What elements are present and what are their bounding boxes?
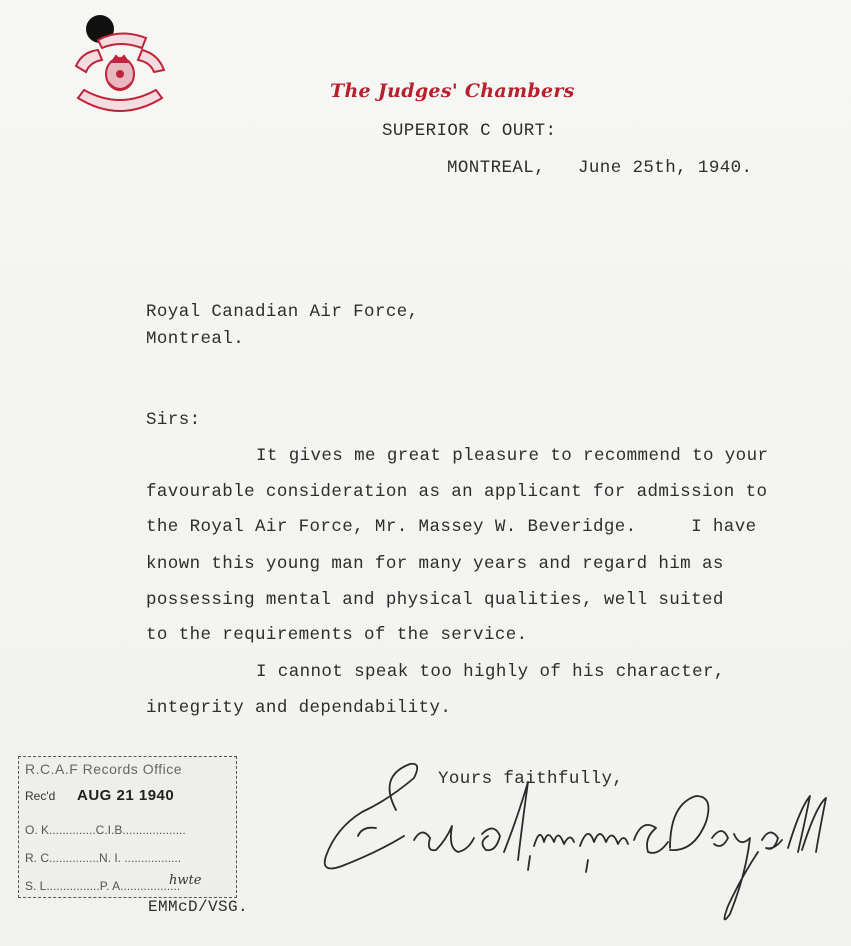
typist-initials: EMMcD/VSG. (148, 898, 249, 916)
body-line: favourable consideration as an applicant for admission to (146, 482, 768, 502)
letterhead-court: SUPERIOR C OURT: (382, 121, 557, 141)
stamp-received-date: AUG 21 1940 (77, 787, 175, 804)
recipient-line-2: Montreal. (146, 329, 245, 349)
recipient-line-1: Royal Canadian Air Force, (146, 302, 419, 322)
body-line: possessing mental and physical qualities, well suited (146, 590, 724, 610)
body-line: the Royal Air Force, Mr. Massey W. Beveridge. I have (146, 517, 757, 537)
stamp-title: R.C.A.F Records Office (25, 761, 183, 777)
closing: Yours faithfully, (438, 769, 624, 789)
body-line: known this young man for many years and regard him as (146, 554, 724, 574)
body-line: integrity and dependability. (146, 698, 452, 718)
letter-date: June 25th, 1940. (578, 158, 753, 178)
letterhead-chambers: The Judges' Chambers (330, 80, 575, 102)
stamp-line: O. K..............C.I.B................... (25, 823, 186, 837)
letterhead-city: MONTREAL, (447, 158, 546, 178)
stamp-handwritten-initials: hwte (169, 873, 202, 888)
body-line: It gives me great pleasure to recommend to your (256, 446, 769, 466)
stamp-line: S. L................P. A.................. (25, 879, 181, 893)
body-line: I cannot speak too highly of his character, (256, 662, 725, 682)
stamp-received-label: Rec'd (25, 789, 56, 803)
salutation: Sirs: (146, 410, 201, 430)
records-office-stamp (18, 756, 237, 898)
court-seal-logo (68, 26, 172, 126)
stamp-line: R. C...............N. I. ................. (25, 851, 182, 865)
signature (318, 756, 830, 926)
body-line: to the requirements of the service. (146, 625, 528, 645)
